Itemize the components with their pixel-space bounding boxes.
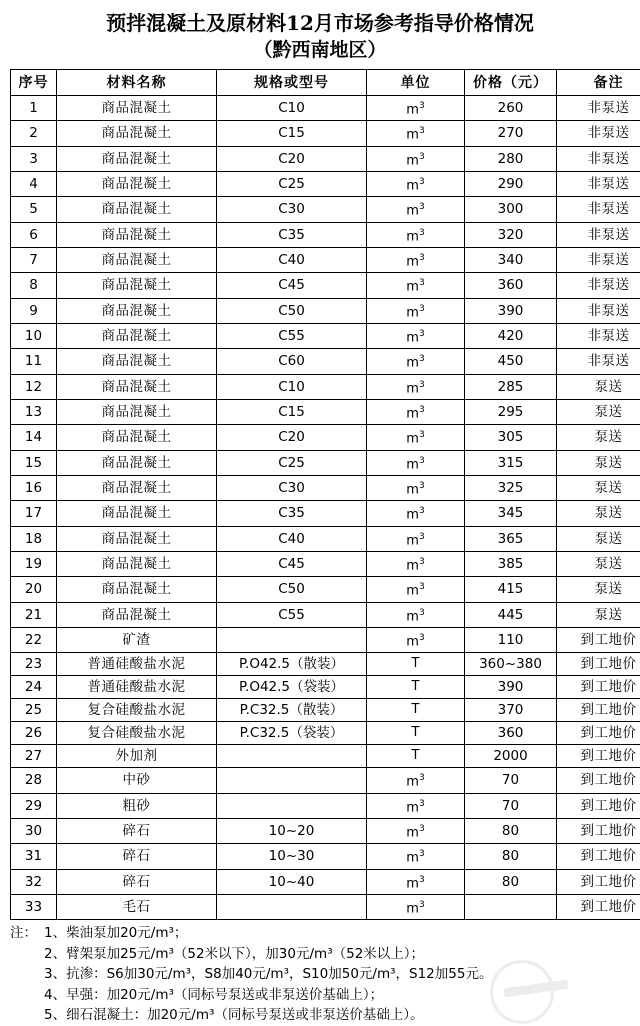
cell-spec: C30 (217, 197, 367, 222)
cell-no: 24 (11, 676, 57, 699)
cell-no: 22 (11, 627, 57, 652)
cell-note: 到工地价 (557, 699, 640, 722)
cell-unit: $m^3$ (367, 349, 465, 374)
cell-no: 30 (11, 818, 57, 843)
cell-price: 360 (465, 273, 557, 298)
column-header-name: 材料名称 (57, 70, 217, 96)
cell-no: 29 (11, 793, 57, 818)
table-row (11, 121, 640, 146)
column-header-unit: 单位 (367, 70, 465, 96)
cell-price: 390 (465, 298, 557, 323)
cell-spec (217, 894, 367, 919)
cell-price: 2000 (465, 745, 557, 768)
cell-note: 到工地价 (557, 844, 640, 869)
cell-no: 15 (11, 450, 57, 475)
cell-note: 非泵送 (557, 121, 640, 146)
cell-no: 20 (11, 577, 57, 602)
cell-material-name: 普通硅酸盐水泥 (57, 653, 217, 676)
cell-material-name: 商品混凝土 (57, 298, 217, 323)
cell-price: 325 (465, 475, 557, 500)
cell-note: 泵送 (557, 450, 640, 475)
cell-material-name: 商品混凝土 (57, 247, 217, 272)
cell-price: 290 (465, 171, 557, 196)
notes-prefix: 注： (10, 923, 44, 944)
note-item-4 (10, 985, 630, 1006)
cell-spec: 10~20 (217, 818, 367, 843)
cell-material-name: 毛石 (57, 894, 217, 919)
table-row (11, 197, 640, 222)
cell-note: 非泵送 (557, 197, 640, 222)
cell-note: 到工地价 (557, 745, 640, 768)
cell-no: 23 (11, 653, 57, 676)
cell-price: 450 (465, 349, 557, 374)
price-table (10, 69, 640, 920)
table-row (11, 699, 640, 722)
cell-price: 320 (465, 222, 557, 247)
note-text-5: 细石混凝土：加20元/m³（同标号泵送或非泵送价基础上）。 (66, 1007, 424, 1023)
table-header-row (11, 70, 640, 96)
cell-material-name: 碎石 (57, 844, 217, 869)
cell-no: 25 (11, 699, 57, 722)
cell-no: 9 (11, 298, 57, 323)
cell-spec: P.C32.5（散装） (217, 699, 367, 722)
cell-spec: C35 (217, 501, 367, 526)
cell-spec: C20 (217, 146, 367, 171)
cell-price: 300 (465, 197, 557, 222)
cell-unit: $m^3$ (367, 818, 465, 843)
cell-no: 13 (11, 399, 57, 424)
cell-unit: $m^3$ (367, 450, 465, 475)
table-row (11, 818, 640, 843)
cell-unit: $m^3$ (367, 577, 465, 602)
cell-material-name: 商品混凝土 (57, 146, 217, 171)
cell-no: 32 (11, 869, 57, 894)
cell-spec: 10~40 (217, 869, 367, 894)
cell-unit: $m^3$ (367, 374, 465, 399)
cell-unit: T (367, 722, 465, 745)
table-row (11, 869, 640, 894)
column-header-note: 备注 (557, 70, 640, 96)
cell-no: 17 (11, 501, 57, 526)
cell-spec: C40 (217, 526, 367, 551)
cell-note: 泵送 (557, 475, 640, 500)
cell-material-name: 复合硅酸盐水泥 (57, 699, 217, 722)
cell-spec: C60 (217, 349, 367, 374)
cell-note: 泵送 (557, 501, 640, 526)
cell-price: 370 (465, 699, 557, 722)
note-label-3: 3、 (44, 966, 66, 982)
cell-no: 5 (11, 197, 57, 222)
cell-price: 345 (465, 501, 557, 526)
cell-spec: P.O42.5（袋装） (217, 676, 367, 699)
cell-spec: C30 (217, 475, 367, 500)
cell-no: 33 (11, 894, 57, 919)
cell-price: 70 (465, 768, 557, 793)
cell-note: 到工地价 (557, 676, 640, 699)
cell-note: 到工地价 (557, 768, 640, 793)
cell-no: 3 (11, 146, 57, 171)
cell-note: 泵送 (557, 399, 640, 424)
cell-note: 到工地价 (557, 722, 640, 745)
table-row (11, 676, 640, 699)
cell-price: 365 (465, 526, 557, 551)
cell-note: 非泵送 (557, 146, 640, 171)
cell-unit: $m^3$ (367, 475, 465, 500)
cell-material-name: 商品混凝土 (57, 374, 217, 399)
cell-no: 11 (11, 349, 57, 374)
cell-no: 2 (11, 121, 57, 146)
cell-spec (217, 793, 367, 818)
cell-note: 到工地价 (557, 627, 640, 652)
cell-spec: C25 (217, 171, 367, 196)
cell-price: 295 (465, 399, 557, 424)
cell-spec (217, 745, 367, 768)
cell-no: 14 (11, 425, 57, 450)
cell-unit: $m^3$ (367, 96, 465, 121)
column-header-no: 序号 (11, 70, 57, 96)
cell-unit: $m^3$ (367, 501, 465, 526)
cell-unit: $m^3$ (367, 247, 465, 272)
cell-material-name: 商品混凝土 (57, 222, 217, 247)
table-row (11, 602, 640, 627)
cell-price: 360 (465, 722, 557, 745)
cell-unit: $m^3$ (367, 551, 465, 576)
title-block (10, 10, 630, 63)
cell-spec: P.O42.5（散装） (217, 653, 367, 676)
cell-unit: T (367, 745, 465, 768)
table-row (11, 793, 640, 818)
cell-note: 泵送 (557, 577, 640, 602)
cell-material-name: 商品混凝土 (57, 602, 217, 627)
cell-unit: $m^3$ (367, 425, 465, 450)
table-row (11, 323, 640, 348)
cell-note: 非泵送 (557, 273, 640, 298)
cell-spec: 10~30 (217, 844, 367, 869)
note-label-2: 2、 (44, 946, 66, 962)
note-text-3: 抗渗：S6加30元/m³，S8加40元/m³，S10加50元/m³，S12加55元。 (66, 966, 492, 982)
cell-spec: C45 (217, 551, 367, 576)
table-row (11, 171, 640, 196)
table-row (11, 450, 640, 475)
cell-no: 27 (11, 745, 57, 768)
cell-price: 80 (465, 869, 557, 894)
cell-price: 420 (465, 323, 557, 348)
cell-material-name: 外加剂 (57, 745, 217, 768)
cell-price: 360~380 (465, 653, 557, 676)
cell-spec: P.C32.5（袋装） (217, 722, 367, 745)
cell-no: 28 (11, 768, 57, 793)
cell-material-name: 商品混凝土 (57, 349, 217, 374)
table-row (11, 526, 640, 551)
cell-no: 26 (11, 722, 57, 745)
cell-material-name: 商品混凝土 (57, 273, 217, 298)
table-row (11, 894, 640, 919)
table-row (11, 96, 640, 121)
cell-price: 390 (465, 676, 557, 699)
cell-note: 泵送 (557, 425, 640, 450)
cell-note: 非泵送 (557, 96, 640, 121)
cell-price: 260 (465, 96, 557, 121)
cell-material-name: 商品混凝土 (57, 425, 217, 450)
cell-material-name: 商品混凝土 (57, 551, 217, 576)
table-row (11, 273, 640, 298)
note-text-2: 臂架泵加25元/m³（52米以下），加30元/m³（52米以上）； (66, 946, 424, 962)
cell-no: 12 (11, 374, 57, 399)
cell-material-name: 商品混凝土 (57, 577, 217, 602)
cell-unit: $m^3$ (367, 768, 465, 793)
cell-unit: $m^3$ (367, 894, 465, 919)
cell-no: 31 (11, 844, 57, 869)
cell-spec: C10 (217, 96, 367, 121)
cell-unit: $m^3$ (367, 627, 465, 652)
note-item-3 (10, 964, 630, 985)
cell-no: 1 (11, 96, 57, 121)
cell-material-name: 商品混凝土 (57, 197, 217, 222)
cell-note: 到工地价 (557, 869, 640, 894)
note-text-1: 柴油泵加20元/m³； (66, 925, 187, 941)
cell-material-name: 商品混凝土 (57, 475, 217, 500)
cell-unit: $m^3$ (367, 869, 465, 894)
table-row (11, 653, 640, 676)
cell-note: 非泵送 (557, 171, 640, 196)
cell-price: 445 (465, 602, 557, 627)
cell-no: 6 (11, 222, 57, 247)
cell-note: 非泵送 (557, 298, 640, 323)
table-row (11, 745, 640, 768)
table-row (11, 627, 640, 652)
cell-unit: T (367, 699, 465, 722)
cell-material-name: 中砂 (57, 768, 217, 793)
cell-unit: $m^3$ (367, 121, 465, 146)
cell-unit: $m^3$ (367, 526, 465, 551)
cell-note: 非泵送 (557, 222, 640, 247)
cell-spec: C50 (217, 577, 367, 602)
cell-price (465, 894, 557, 919)
note-text-4: 早强：加20元/m³（同标号泵送或非泵送价基础上）； (66, 987, 383, 1003)
cell-note: 到工地价 (557, 894, 640, 919)
cell-unit: $m^3$ (367, 844, 465, 869)
table-row (11, 247, 640, 272)
cell-note: 到工地价 (557, 653, 640, 676)
table-row (11, 722, 640, 745)
cell-unit: $m^3$ (367, 793, 465, 818)
cell-note: 非泵送 (557, 323, 640, 348)
cell-spec: C55 (217, 602, 367, 627)
cell-spec: C35 (217, 222, 367, 247)
cell-spec: C10 (217, 374, 367, 399)
note-item-1 (44, 923, 630, 944)
note-label-1: 1、 (44, 925, 66, 941)
cell-price: 340 (465, 247, 557, 272)
table-row (11, 374, 640, 399)
cell-note: 非泵送 (557, 349, 640, 374)
cell-spec: C40 (217, 247, 367, 272)
cell-note: 泵送 (557, 551, 640, 576)
cell-material-name: 商品混凝土 (57, 121, 217, 146)
cell-material-name: 碎石 (57, 869, 217, 894)
cell-price: 285 (465, 374, 557, 399)
note-item-2 (10, 944, 630, 965)
notes-section (10, 923, 630, 1026)
cell-note: 泵送 (557, 374, 640, 399)
cell-no: 19 (11, 551, 57, 576)
cell-no: 18 (11, 526, 57, 551)
cell-spec: C25 (217, 450, 367, 475)
cell-price: 270 (465, 121, 557, 146)
cell-unit: T (367, 653, 465, 676)
note-row-first (10, 923, 630, 944)
cell-material-name: 商品混凝土 (57, 171, 217, 196)
cell-spec: C15 (217, 121, 367, 146)
note-item-5 (10, 1005, 630, 1026)
table-row (11, 844, 640, 869)
cell-spec (217, 627, 367, 652)
cell-no: 4 (11, 171, 57, 196)
cell-unit: $m^3$ (367, 399, 465, 424)
cell-material-name: 商品混凝土 (57, 323, 217, 348)
cell-unit: $m^3$ (367, 171, 465, 196)
cell-note: 泵送 (557, 602, 640, 627)
cell-no: 21 (11, 602, 57, 627)
cell-price: 305 (465, 425, 557, 450)
cell-material-name: 矿渣 (57, 627, 217, 652)
cell-unit: $m^3$ (367, 602, 465, 627)
cell-material-name: 普通硅酸盐水泥 (57, 676, 217, 699)
cell-material-name: 商品混凝土 (57, 399, 217, 424)
column-header-price: 价格（元） (465, 70, 557, 96)
note-label-4: 4、 (44, 987, 66, 1003)
table-row (11, 425, 640, 450)
cell-note: 到工地价 (557, 793, 640, 818)
cell-spec: C50 (217, 298, 367, 323)
cell-note: 非泵送 (557, 247, 640, 272)
cell-material-name: 商品混凝土 (57, 501, 217, 526)
cell-unit: $m^3$ (367, 298, 465, 323)
cell-spec (217, 768, 367, 793)
cell-price: 80 (465, 818, 557, 843)
table-row (11, 349, 640, 374)
cell-price: 280 (465, 146, 557, 171)
cell-material-name: 复合硅酸盐水泥 (57, 722, 217, 745)
cell-note: 到工地价 (557, 818, 640, 843)
table-row (11, 399, 640, 424)
cell-material-name: 碎石 (57, 818, 217, 843)
cell-unit: $m^3$ (367, 273, 465, 298)
cell-spec: C20 (217, 425, 367, 450)
cell-price: 415 (465, 577, 557, 602)
cell-material-name: 粗砂 (57, 793, 217, 818)
cell-material-name: 商品混凝土 (57, 526, 217, 551)
table-row (11, 298, 640, 323)
cell-material-name: 商品混凝土 (57, 96, 217, 121)
cell-no: 8 (11, 273, 57, 298)
cell-unit: $m^3$ (367, 323, 465, 348)
cell-unit: $m^3$ (367, 197, 465, 222)
note-label-5: 5、 (44, 1007, 66, 1023)
cell-spec: C15 (217, 399, 367, 424)
column-header-spec: 规格或型号 (217, 70, 367, 96)
cell-unit: $m^3$ (367, 146, 465, 171)
cell-unit: $m^3$ (367, 222, 465, 247)
cell-no: 16 (11, 475, 57, 500)
table-row (11, 551, 640, 576)
cell-material-name: 商品混凝土 (57, 450, 217, 475)
cell-unit: T (367, 676, 465, 699)
table-row (11, 146, 640, 171)
document-title-line2: （黔西南地区） (10, 37, 630, 63)
table-row (11, 222, 640, 247)
table-row (11, 501, 640, 526)
cell-spec: C55 (217, 323, 367, 348)
document-title-line1: 预拌混凝土及原材料12月市场参考指导价格情况 (10, 10, 630, 36)
table-body (11, 96, 640, 920)
table-row (11, 577, 640, 602)
cell-price: 70 (465, 793, 557, 818)
cell-no: 7 (11, 247, 57, 272)
cell-note: 泵送 (557, 526, 640, 551)
cell-price: 80 (465, 844, 557, 869)
cell-no: 10 (11, 323, 57, 348)
cell-price: 385 (465, 551, 557, 576)
table-row (11, 768, 640, 793)
cell-spec: C45 (217, 273, 367, 298)
cell-price: 110 (465, 627, 557, 652)
cell-price: 315 (465, 450, 557, 475)
table-row (11, 475, 640, 500)
